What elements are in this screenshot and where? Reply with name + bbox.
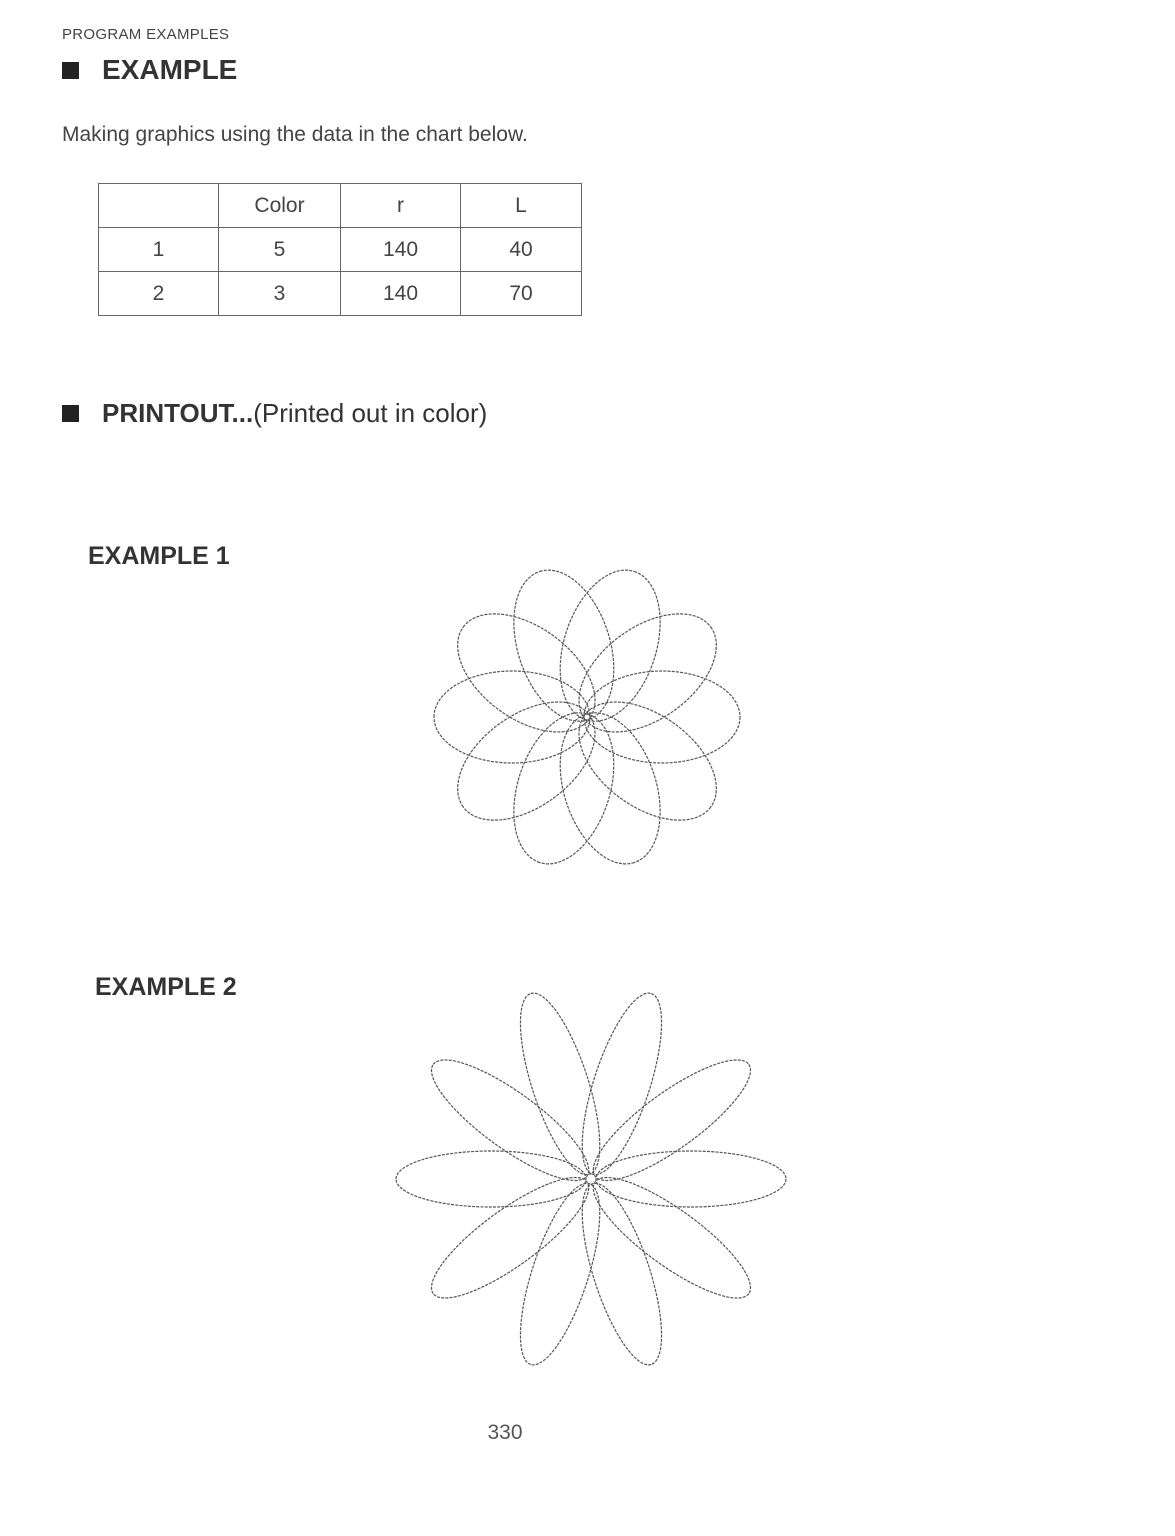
example-2-petal — [579, 1159, 766, 1316]
table-row — [99, 228, 582, 272]
example-2-flower-graphic — [380, 985, 800, 1380]
example-1-petal — [496, 700, 632, 877]
intro-text: Making graphics using the data in the chart below. — [62, 123, 528, 146]
example-1-petal — [496, 557, 632, 734]
table-header-cell: r — [341, 184, 461, 228]
example-2-petal — [579, 1042, 766, 1199]
example-1-flower-graphic — [420, 560, 750, 880]
example-1-label: EXAMPLE 1 — [88, 542, 230, 570]
table-cell: 140 — [341, 228, 461, 272]
example-1-petal — [584, 671, 740, 763]
example-2-petal — [417, 1159, 604, 1316]
table-cell: 5 — [219, 228, 341, 272]
example-1-petal — [434, 671, 590, 763]
table-cell: 70 — [461, 272, 582, 316]
table-row — [99, 272, 582, 316]
running-head: PROGRAM EXAMPLES — [62, 26, 230, 43]
example-1-petal — [436, 590, 616, 756]
printout-heading-bold: PRINTOUT... — [102, 398, 254, 428]
example-1-petal — [542, 700, 678, 877]
example-heading — [62, 54, 237, 86]
example-heading-text: EXAMPLE — [102, 54, 238, 85]
printout-heading-note: (Printed out in color) — [253, 398, 488, 428]
example-2-petal — [396, 1151, 586, 1207]
table-header-cell: Color — [219, 184, 341, 228]
table-header-cell — [99, 184, 219, 228]
page-number: 330 — [487, 1421, 523, 1444]
example-2-label: EXAMPLE 2 — [95, 973, 237, 1001]
table-header-row — [99, 184, 582, 228]
parameter-table — [98, 183, 582, 316]
example-2-petal — [596, 1151, 786, 1207]
table-cell: 40 — [461, 228, 582, 272]
example-1-petal — [558, 678, 738, 844]
square-bullet-icon — [62, 405, 79, 422]
example-2-petal — [566, 985, 678, 1183]
table-header-cell: L — [461, 184, 582, 228]
example-1-petal — [558, 590, 738, 756]
example-2-petal — [504, 1175, 616, 1373]
table-cell: 3 — [219, 272, 341, 316]
example-1-petal — [436, 678, 616, 844]
example-1-petal — [542, 557, 678, 734]
table-cell: 1 — [99, 228, 219, 272]
table-cell: 140 — [341, 272, 461, 316]
table-cell: 2 — [99, 272, 219, 316]
example-2-petal — [417, 1042, 604, 1199]
printout-heading — [62, 398, 487, 429]
square-bullet-icon — [62, 62, 79, 79]
